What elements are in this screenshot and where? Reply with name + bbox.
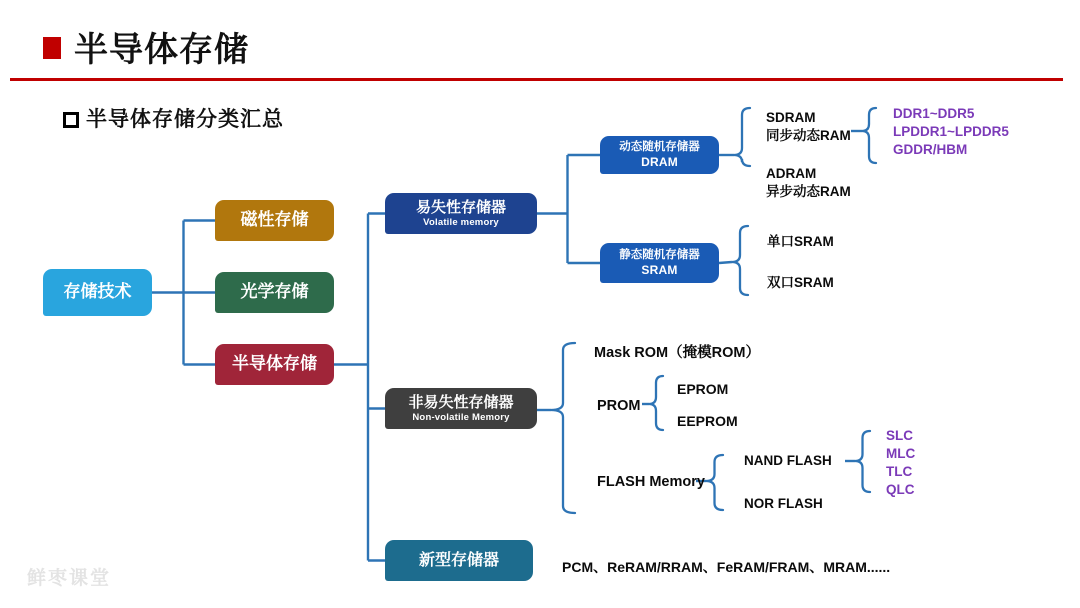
node-label: 磁性存储 bbox=[240, 210, 309, 230]
node-label: 易失性存储器 bbox=[415, 198, 506, 216]
list-item: TLC bbox=[886, 464, 913, 479]
leaf-prom: PROM bbox=[597, 398, 641, 414]
node-sublabel: DRAM bbox=[641, 154, 678, 169]
node-sublabel: SRAM bbox=[641, 262, 678, 277]
node-new-memory bbox=[385, 540, 533, 581]
node-dram bbox=[600, 136, 719, 174]
node-label: 静态随机存储器 bbox=[619, 248, 700, 261]
list-item: MLC bbox=[886, 446, 916, 461]
subtitle-bullet-icon bbox=[63, 112, 79, 128]
node-volatile-memory bbox=[385, 193, 537, 234]
leaf-nand-flash: NAND FLASH bbox=[744, 453, 832, 468]
leaf-mask-rom: Mask ROM（掩模ROM） bbox=[594, 345, 760, 361]
node-label: 光学存储 bbox=[240, 282, 309, 302]
list-item: QLC bbox=[886, 482, 915, 497]
title-bullet-icon bbox=[43, 37, 61, 59]
node-label: 存储技术 bbox=[63, 282, 132, 302]
node-label: 动态随机存储器 bbox=[619, 140, 700, 153]
leaf-dual-port-sram: 双口SRAM bbox=[767, 275, 834, 290]
leaf-eprom: EPROM bbox=[677, 381, 729, 397]
list-nand-types bbox=[886, 427, 915, 499]
node-storage-technology bbox=[43, 269, 152, 316]
list-item: LPDDR1~LPDDR5 bbox=[893, 124, 1009, 139]
leaf-nor-flash: NOR FLASH bbox=[744, 496, 823, 511]
node-semiconductor-storage bbox=[215, 344, 334, 385]
leaf-single-port-sram: 单口SRAM bbox=[767, 234, 834, 249]
header-divider bbox=[10, 78, 1063, 81]
node-nonvolatile-memory bbox=[385, 388, 537, 429]
leaf-name: ADRAM bbox=[766, 166, 817, 181]
list-item: SLC bbox=[886, 428, 913, 443]
leaf-desc: 同步动态RAM bbox=[766, 128, 851, 143]
leaf-adram bbox=[766, 165, 851, 201]
node-sram bbox=[600, 243, 719, 283]
list-item: GDDR/HBM bbox=[893, 142, 968, 157]
node-sublabel: Non-volatile Memory bbox=[412, 411, 510, 423]
leaf-sdram bbox=[766, 109, 851, 145]
section-subtitle: 半导体存储分类汇总 bbox=[86, 108, 284, 131]
node-magnetic-storage bbox=[215, 200, 334, 241]
list-sdram-types bbox=[893, 105, 1009, 159]
watermark: 鲜枣课堂 bbox=[27, 568, 112, 589]
leaf-desc: 异步动态RAM bbox=[766, 184, 851, 199]
page-title: 半导体存储 bbox=[74, 31, 249, 69]
node-optical-storage bbox=[215, 272, 334, 313]
node-sublabel: Volatile memory bbox=[423, 216, 499, 228]
leaf-new-memory-examples: PCM、ReRAM/RRAM、FeRAM/FRAM、MRAM...... bbox=[562, 559, 891, 575]
node-label: 非易失性存储器 bbox=[408, 393, 514, 411]
leaf-name: SDRAM bbox=[766, 110, 816, 125]
node-label: 半导体存储 bbox=[232, 354, 317, 374]
leaf-flash-memory: FLASH Memory bbox=[597, 474, 705, 490]
list-item: DDR1~DDR5 bbox=[893, 106, 975, 121]
leaf-eeprom: EEPROM bbox=[677, 413, 738, 429]
node-label: 新型存储器 bbox=[418, 551, 499, 569]
